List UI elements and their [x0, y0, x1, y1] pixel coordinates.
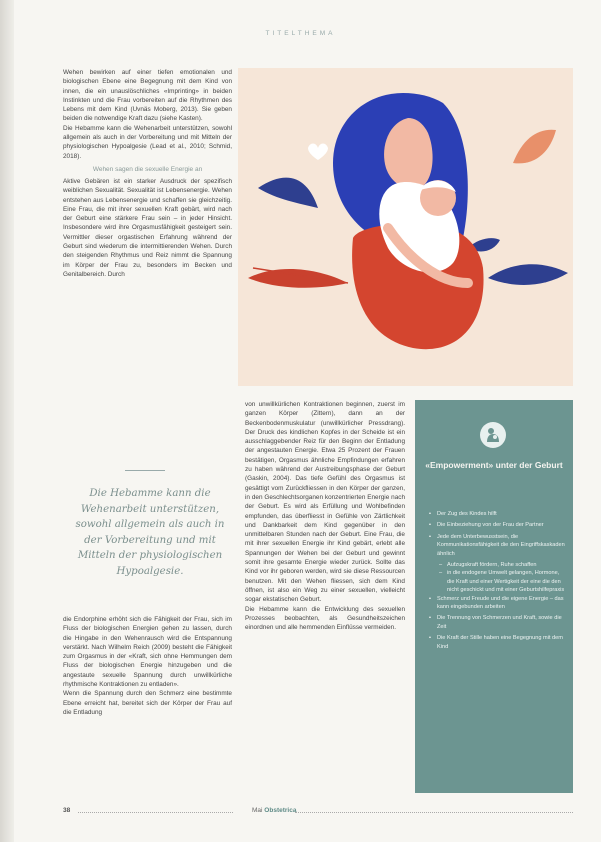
sidebar-box	[415, 400, 573, 793]
running-head: TITELTHEMA	[265, 30, 336, 37]
mother-child-icon	[480, 422, 506, 448]
paragraph: Die Hebamme kann die Entwicklung des sexuellen Prozesses beobachten, als Gesundheitszeichen einordnen und alle hemmenden Einflüsse vermeiden.	[245, 605, 405, 632]
paragraph: Wehen bewirken auf einer tiefen emotionalen und biologischen Ebene eine Begegnung mit dem Kind von innen, die ein unauslöschliches «Imprinting» in beiden Instinkten und die Frau vorbereiten auf die Rhythmen des Lebens mit dem Kind (Uvnäs Moberg, 2013). Sie geben beiden die notwendige Kraft dazu (siehe Kasten).	[63, 69, 232, 123]
box-list-item: • Jede dem Unterbewusstsein, die Kommunikationsfähigkeit die den Eingriffskaskaden ähnlich	[429, 533, 565, 558]
footer-rule-left	[78, 812, 233, 813]
page-number: 38	[63, 807, 71, 814]
column-1-top	[63, 68, 232, 279]
box-list-item: • Der Zug des Kindes hilft	[429, 510, 565, 518]
box-list	[429, 510, 565, 654]
column-2	[245, 400, 405, 632]
pull-quote: Die Hebamme kann die Wehenarbeit unterstützen, sowohl allgemein als auch in der Vorbereitung und mit Mitteln der physiologischen Hypoalgesie.	[75, 488, 225, 577]
box-list-item: • Die Kraft der Stille haben eine Begegnung mit dem Kind	[429, 634, 565, 651]
box-list-item: • Schmerz und Freude und die eigene Energie – das kann eingebunden arbeiten	[429, 595, 565, 612]
journal-issue: Mai	[252, 807, 263, 814]
paragraph: die Endorphine erhöht sich die Fähigkeit der Frau, sich im Fluss der biologischen Energien gehen zu lassen, durch die Hingabe in den Wehenrausch wird die Entspannung verstärkt. Nach Wilhelm Reich (2009) besteht die Fähigkeit zum Orgasmus in der «Kraft, sich ohne Hemmungen dem Fluss der biologischen Energie hinzugeben und die angestaute sexuelle Spannung durch unwillkürliche rhythmische Kontraktionen zu entladen».	[63, 616, 232, 689]
journal-name	[252, 807, 296, 814]
column-1-bottom	[63, 615, 232, 717]
box-list-item: • Die Trennung von Schmerzen und Kraft, sowie die Zeit	[429, 614, 565, 631]
paragraph: Die Hebamme kann die Wehenarbeit unterstützen, sowohl allgemein als auch in der Vorbereitung und mit Mitteln der physiologischen Hypoalgesie (Lead et al., 2010; Schmid, 2018).	[63, 124, 232, 160]
box-list-item: – in die endogene Umwelt gelangen, Hormone, die Kraft und einer Wertigkeit der eine die den nicht geschickt und mit einer Geburtshilfepraxis	[429, 569, 565, 594]
footer-rule-right	[295, 812, 573, 813]
box-list-item: • Die Einbeziehung von der Frau der Partner	[429, 521, 565, 529]
box-title: «Empowerment» unter der Geburt	[425, 460, 563, 470]
box-list-item: – Aufzugskraft fördern, Ruhe schaffen	[429, 561, 565, 569]
quote-divider	[125, 470, 165, 471]
paragraph: Aktive Gebären ist ein starker Ausdruck der spezifisch weiblichen Sexualität. Sexualität ist Lebensenergie. Wehen entstehen aus Lebensenergie und schaffen sie gleichzeitig. Eine Frau, die mit ihrer sexuellen Kraft gebärt, wird nach der Geburt eine stärkere Frau sein – in jeder Hinsicht. Insbesondere wird ihre Orgasmusfähigkeit gesteigert sein. Vermittler dieser orgastischen Erfahrung während der Geburt sind wiederum die intermittierenden Wehen. Durch den steigenden Rhythmus und Reiz nimmt die Spannung im Körper der Frau zu, besonders im Becken und Genitalbereich. Durch	[63, 177, 232, 278]
journal-title: Obstetrica	[264, 807, 297, 814]
paragraph: Wenn die Spannung durch den Schmerz eine bestimmte Ebene erreicht hat, bereitet sich der Körper der Frau auf die Entladung	[63, 690, 232, 716]
illustration-graphic	[238, 68, 573, 386]
mother-baby-illustration	[238, 68, 573, 386]
section-subhead: Wehen sagen die sexuelle Energie an	[92, 165, 203, 173]
page-spine-shadow	[0, 0, 14, 842]
paragraph: von unwillkürlichen Kontraktionen beginnen, zuerst im ganzen Körper (Zittern), dann an der Beckenbodenmuskulatur (unwillkürlicher Pressdrang). Der Druck des kindlichen Kopfes in der Scheide ist ein ausschlaggebender Reiz für den Beginn der Entladung der angestauten Energie. Etwa 25 Prozent der Frauen bestätigen, Orgasmus ähnliche Empfindungen erfahren zu haben während der Austreibungsphase der Geburt (Gaskin, 2004). Das tiefe Gefühl des Orgasmus ist gesättigt vom Zurückfliessen in den Körper der ganzen, in den Geschlechtsorganen konzentrierten Energie nach der Geburt. Es wird als Erfüllung und Wohlbefinden empfunden, das überfliesst in Gefühle von Zärtlichkeit und Dankbarkeit dem Kind gegenüber in den unmittelbaren Stunden nach der Geburt. Eine Frau, die mit ihrer sexuellen Energie ihr Kind gebärt, erlebt alle Spannungen der Wehen bei der Geburt und gewinnt somit ihre gesamte Energie wieder zurück. Sollte das Kind vor ihr geboren werden, wird sie diese Ressourcen benutzen. Mit den Wehen fliessen, sich dem Kind öffnen, ist also ein Weg zu einer sexuellen, vielleicht sogar ekstatischen Geburt.	[245, 401, 405, 604]
